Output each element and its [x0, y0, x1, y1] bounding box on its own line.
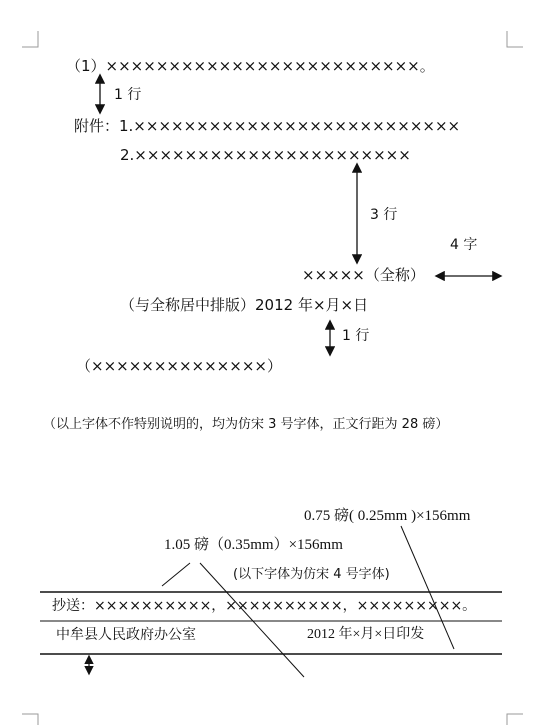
print-date: 2012 年×月×日印发: [307, 627, 425, 642]
thin-rule-spec: 0.75 磅( 0.25mm )×156mm: [304, 508, 471, 524]
parenthetical-note: （××××××××××××××）: [76, 357, 282, 375]
spacing-label-1-line: 1 行: [114, 87, 142, 103]
spacing-label-1-line-b: 1 行: [342, 328, 370, 344]
issuing-office: 中牟县人民政府办公室: [56, 627, 196, 643]
item-1-line: （1）×××××××××××××××××××××××××。: [66, 57, 435, 75]
font-instruction-note: （以上字体不作特别说明的，均为仿宋 3 号字体，正文行距为 28 磅）: [43, 417, 449, 432]
issuer-name: ×××××（全称）: [302, 266, 425, 284]
issue-date: （与全称居中排版）2012 年×月×日: [120, 296, 369, 314]
thick-rule-spec: 1.05 磅（0.35mm）×156mm: [164, 537, 343, 553]
spacing-label-4-chars: 4 字: [450, 237, 478, 253]
cc-line: 抄送：××××××××××，××××××××××，×××××××××。: [52, 598, 477, 614]
attachment-line-2: 2.××××××××××××××××××××××: [120, 146, 411, 164]
attachment-line-1: 附件：1.××××××××××××××××××××××××××: [74, 117, 461, 135]
spacing-label-3-lines: 3 行: [370, 207, 398, 223]
leader-thick-1: [162, 563, 190, 586]
footer-font-note: (以下字体为仿宋 4 号字体): [233, 567, 390, 582]
